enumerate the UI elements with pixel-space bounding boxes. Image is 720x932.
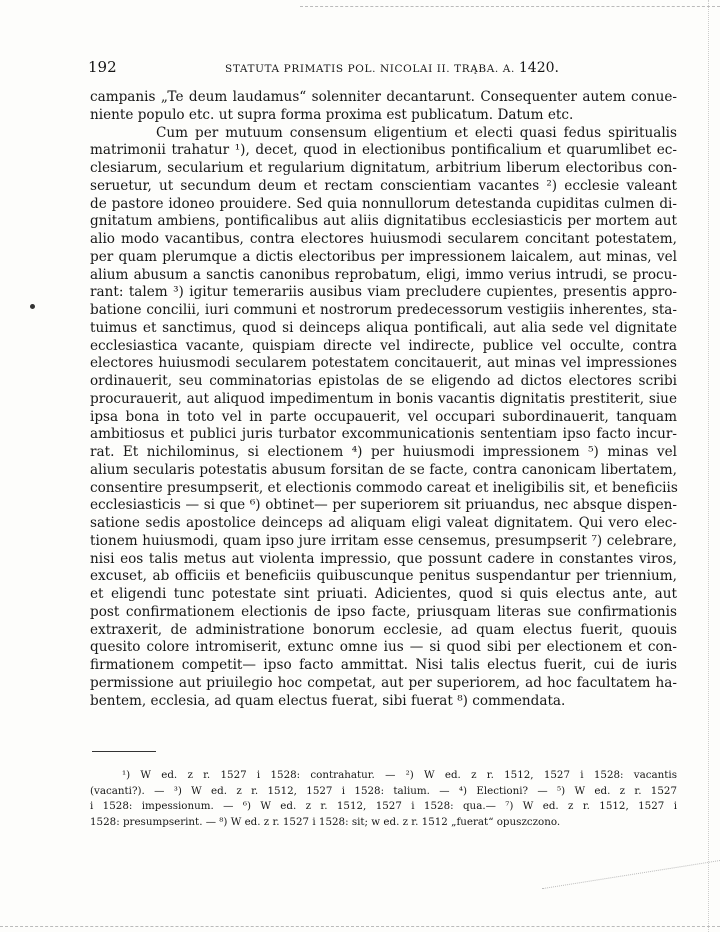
text-line: nisi eos talis metus aut violenta impressio, que possunt cadere in constantes viros,: [90, 550, 677, 567]
page-number: 192: [88, 58, 117, 76]
scan-edge-right: [708, 0, 709, 932]
text-line: ambitiosus et publici juris turbator excommunicationis sententiam ipso facto incur-: [90, 426, 677, 443]
text-line: rat. Et nichilominus, si electionem ⁴) per huiusmodi impressionem ⁵) minas vel: [90, 444, 677, 460]
text-line: firmationem competit— ipso facto ammittat. Nisi talis electus fuerit, cui de iuris: [90, 657, 677, 673]
text-line: ordinauerit, seu comminatorias epistolas de se eligendo ad dictos electores scribi: [90, 373, 677, 389]
text-line: bentem, ecclesia, ad quam electus fuerat, sibi fuerat ⁸) commendata.: [90, 692, 566, 709]
text-line: campanis „Te deum laudamus“ solenniter decantarunt. Consequenter autem conue-: [90, 89, 677, 105]
footnotes: [90, 768, 677, 831]
scan-edge-top: [300, 6, 720, 7]
text-line: clesiarum, secularium et regularium dignitatum, arbitrium liberum electoribus con-: [90, 160, 677, 176]
text-line: rant: talem ³) igitur temerariis ausibus viam precludere cupientes, presentis appro-: [90, 284, 677, 301]
text-line: procurauerit, aut aliquod impedimentum in bonis vacantis dignitatis prestiterit, siue: [90, 390, 677, 407]
page-header: [88, 58, 676, 76]
scan-edge-corner: [542, 860, 720, 889]
footnote-rule: [92, 751, 156, 752]
text-line: ipsa bona in toto vel in parte occupauerit, vel occupari subordinauerit, tanquam: [90, 408, 677, 425]
text-line: consentire presumpserit, et electionis commodo careat et ineligibilis sit, et beneficiis: [90, 479, 678, 496]
text-line: satione sedis apostolice deinceps ad aliquam eligi valeat dignitatem. Qui vero elec-: [90, 515, 677, 531]
text-line: et eligendi tunc potestate sint priuati. Adicientes, quod si quis electus ante, aut: [90, 586, 677, 602]
text-line: excuset, ab officiis et beneficiis quibuscunque penitus suspendantur per triennium,: [90, 568, 677, 585]
text-line: ecclesiastica vacante, quispiam directe vel indirecte, publice vel occulte, contra: [90, 337, 677, 354]
scan-edge-bottom: [0, 926, 720, 927]
text-line: permissione aut priuilegio hoc competat, aut per superiorem, ad hoc facultatem ha-: [90, 674, 677, 691]
text-line: alium abusum a sanctis canonibus reprobatum, eligi, immo verius intrudi, se procu-: [90, 266, 677, 283]
running-title-text: STATUTA PRIMATIS POL. NICOLAI II. TRĄBA. A.: [225, 63, 515, 75]
text-line: de pastore idoneo prouidere. Sed quia nonnullorum detestanda cupiditas culmen di-: [90, 195, 677, 212]
text-line: niente populo etc. ut supra forma proxima est publicatum. Datum etc.: [90, 106, 574, 123]
text-line: alium secularis potestatis abusum forsitan de se facte, contra canonicam libertatem,: [90, 461, 677, 478]
text-line: ecclesiasticis — si que ⁶) obtinet— per superiorem sit priuandus, nec absque dispen-: [90, 497, 677, 514]
text-line: quesito colore intromiserit, extunc omne ius — si quod sibi per electionem et con-: [90, 639, 677, 656]
footnote-line: (vacanti?). — ³) W ed. z r. 1512, 1527 i 1528: talium. — ⁴) Electioni? — ⁵) W ed. z r. 1527: [90, 784, 677, 797]
margin-dot: [30, 304, 35, 309]
text-line: Cum per mutuum consensum eligentium et electi quasi fedus spiritualis: [156, 124, 677, 141]
text-line: tuimus et sanctimus, quod si deinceps aliqua pontificali, aut alia sede vel dignitate: [90, 319, 677, 336]
text-line: seruetur, ut secundum deum et rectam conscientiam vacantes ²) ecclesie valeant: [90, 177, 677, 194]
text-line: post confirmationem electionis de ipso facte, priusquam literas sue confirmationis: [90, 603, 677, 620]
running-title-year: 1420.: [518, 60, 559, 76]
running-title: [148, 60, 676, 76]
footnote-line: ¹) W ed. z r. 1527 i 1528: contrahatur. — ²) W ed. z r. 1512, 1527 i 1528: vacantis: [122, 769, 677, 781]
text-line: batione concilii, iuri communi et nostrorum predecessorum vestigiis inherentes, sta-: [90, 302, 677, 318]
text-line: extraxerit, de administratione bonorum ecclesie, ad quam electus fuerit, quouis: [90, 621, 677, 638]
text-line: electores huiusmodi secularem potestatem concitauerit, aut minas vel impressiones: [90, 355, 677, 372]
text-line: gnitatum ambiens, pontificalibus aut aliis dignitatibus ecclesiasticis per mortem aut: [90, 213, 677, 230]
footnote-line: i 1528: impessionum. — ⁶) W ed. z r. 1512, 1527 i 1528: qua.— ⁷) W ed. z r. 1512, 1527 i: [90, 800, 677, 813]
text-line: matrimonii trahatur ¹), decet, quod in electionibus pontificalium et quarumlibet ec-: [90, 142, 677, 159]
footnote-line: 1528: presumpserint. — ⁸) W ed. z r. 1527 i 1528: sit; w ed. z r. 1512 „fuerat“ opuszczono.: [90, 816, 561, 829]
text-line: alio modo vacantibus, contra electores huiusmodi secularem concitant potestatem,: [90, 231, 677, 247]
main-text: [90, 89, 677, 710]
text-line: per quam plerumque a dictis electoribus per impressionem laicalem, aut minas, vel: [90, 248, 677, 265]
text-line: tionem huiusmodi, quam ipso jure irritam esse censemus, presumpserit ⁷) celebrare,: [90, 532, 677, 549]
